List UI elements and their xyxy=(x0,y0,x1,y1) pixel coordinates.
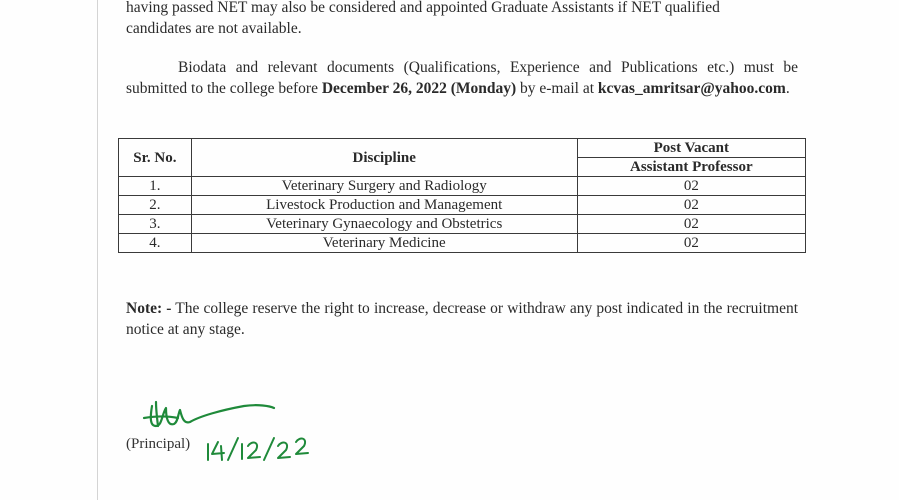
note-paragraph xyxy=(126,298,798,340)
handwritten-signature-icon xyxy=(126,396,386,466)
header-post-vacant: Post Vacant xyxy=(577,139,805,158)
principal-label: (Principal) xyxy=(126,436,191,452)
row-posts: 02 xyxy=(577,177,805,196)
row-sr: 1. xyxy=(119,177,192,196)
table-header-row xyxy=(119,139,806,158)
signature-block xyxy=(126,396,386,466)
row-posts: 02 xyxy=(577,215,805,234)
intro-line-1: having passed NET may also be considered and appointed Graduate Assistants if NET qualified xyxy=(126,0,720,16)
submission-paragraph: Biodata and relevant documents (Qualifications, Experience and Publications etc.) must be submitted to the college before December 26, 2022 (Monday) by e-mail at kcvas_amritsar@yahoo.com. xyxy=(126,59,798,97)
row-discipline: Veterinary Medicine xyxy=(191,234,577,253)
row-discipline: Veterinary Gynaecology and Obstetrics xyxy=(191,215,577,234)
table-row xyxy=(119,196,806,215)
note-label: Note: - xyxy=(126,300,172,317)
submission-text-2: by e-mail at xyxy=(516,80,598,97)
table-row xyxy=(119,215,806,234)
table-row xyxy=(119,234,806,253)
row-posts: 02 xyxy=(577,234,805,253)
intro-paragraph xyxy=(126,0,798,39)
header-assistant-professor: Assistant Professor xyxy=(577,158,805,177)
row-discipline: Veterinary Surgery and Radiology xyxy=(191,177,577,196)
row-discipline: Livestock Production and Management xyxy=(191,196,577,215)
note-text: The college reserve the right to increase, decrease or withdraw any post indicated in the recruitment notice at any stage. xyxy=(126,300,799,338)
row-sr: 4. xyxy=(119,234,192,253)
intro-line-2: candidates are not available. xyxy=(126,20,302,37)
header-sr-no: Sr. No. xyxy=(119,139,192,177)
row-sr: 3. xyxy=(119,215,192,234)
submission-text: Biodata and relevant documents (Qualifications, Experience and Publications etc.) must be submitted to the college before xyxy=(126,59,798,97)
table-row xyxy=(119,177,806,196)
row-posts: 02 xyxy=(577,196,805,215)
email-address: kcvas_amritsar@yahoo.com xyxy=(597,80,786,97)
vacancy-table xyxy=(118,138,806,253)
row-sr: 2. xyxy=(119,196,192,215)
page-margin-line xyxy=(97,0,98,500)
header-discipline: Discipline xyxy=(191,139,577,177)
deadline-date: December 26, 2022 (Monday) xyxy=(321,80,517,97)
